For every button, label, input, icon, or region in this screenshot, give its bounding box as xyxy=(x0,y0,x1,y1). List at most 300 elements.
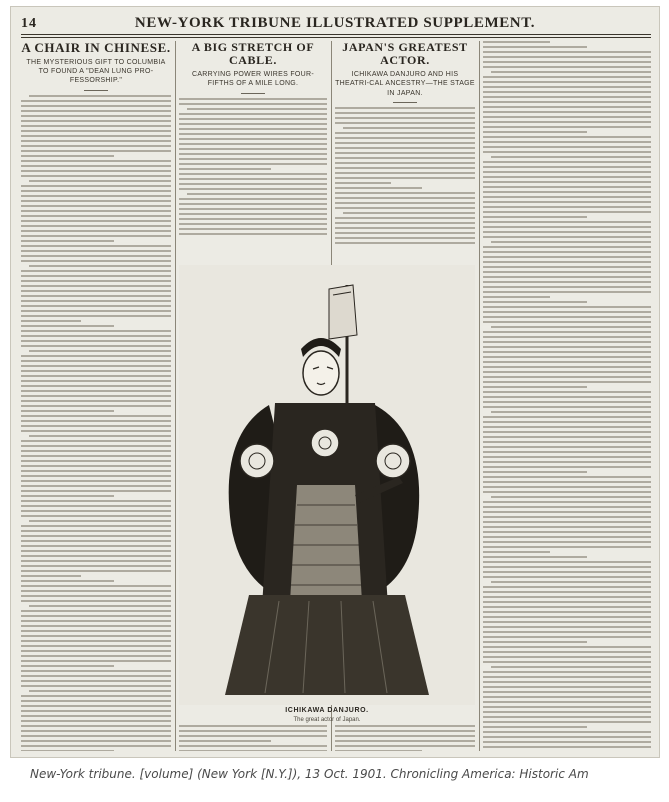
text-line xyxy=(179,113,327,115)
text-line xyxy=(483,196,651,198)
text-line xyxy=(21,645,171,647)
text-line xyxy=(483,56,651,58)
text-line xyxy=(483,721,651,723)
text-line xyxy=(335,735,475,737)
text-line xyxy=(21,720,171,722)
text-line xyxy=(483,596,651,598)
text-line xyxy=(335,745,475,747)
text-line xyxy=(483,621,651,623)
middle-left-bottom-text xyxy=(179,725,327,751)
text-line xyxy=(179,213,327,215)
text-line xyxy=(483,66,651,68)
text-line xyxy=(179,98,327,100)
text-line xyxy=(483,566,651,568)
text-line xyxy=(179,163,327,165)
text-line xyxy=(21,695,171,697)
text-line xyxy=(21,410,114,412)
text-line xyxy=(21,585,171,587)
text-line xyxy=(483,236,651,238)
text-line xyxy=(179,158,327,160)
text-line xyxy=(483,521,651,523)
text-line xyxy=(21,375,171,377)
middle-right-bottom-text xyxy=(335,725,475,751)
text-line xyxy=(21,665,114,667)
text-line xyxy=(483,446,651,448)
text-line xyxy=(483,146,651,148)
left-headline: A CHAIR IN CHINESE. xyxy=(21,41,171,55)
text-line xyxy=(21,730,171,732)
text-line xyxy=(21,215,171,217)
text-line xyxy=(21,615,171,617)
text-line xyxy=(179,188,327,190)
text-line xyxy=(21,515,171,517)
text-line xyxy=(21,640,171,642)
text-line xyxy=(21,580,114,582)
right-column xyxy=(483,41,651,751)
text-line xyxy=(179,143,327,145)
text-line xyxy=(483,221,651,223)
text-line xyxy=(179,128,327,130)
text-line xyxy=(21,715,171,717)
text-line xyxy=(179,750,327,751)
right-headline: JAPAN'S GREATEST ACTOR. xyxy=(342,41,468,68)
text-line xyxy=(483,631,651,633)
text-line xyxy=(179,133,327,135)
text-line xyxy=(483,41,550,43)
text-line xyxy=(21,490,171,492)
text-line xyxy=(335,242,475,244)
text-line xyxy=(21,655,171,657)
text-line xyxy=(21,575,81,577)
text-line xyxy=(21,230,171,232)
text-line xyxy=(21,370,171,372)
text-line xyxy=(483,536,651,538)
text-line xyxy=(483,601,651,603)
text-line xyxy=(21,475,171,477)
left-body-text xyxy=(21,95,171,751)
text-line xyxy=(21,455,171,457)
text-line xyxy=(21,460,171,462)
text-line xyxy=(483,261,651,263)
text-line xyxy=(179,138,327,140)
text-line xyxy=(179,123,327,125)
text-line xyxy=(335,187,422,189)
text-line xyxy=(21,220,171,222)
text-line xyxy=(483,211,651,213)
text-line xyxy=(21,160,171,162)
text-line xyxy=(21,280,171,282)
text-line xyxy=(179,725,327,727)
text-line xyxy=(21,135,171,137)
text-line xyxy=(21,470,171,472)
text-line xyxy=(483,291,651,293)
text-line xyxy=(483,256,651,258)
text-line xyxy=(483,716,651,718)
text-line xyxy=(179,183,327,185)
text-line xyxy=(483,136,651,138)
text-line xyxy=(179,173,327,175)
text-line xyxy=(483,106,651,108)
text-line xyxy=(29,435,171,437)
text-line xyxy=(483,606,651,608)
text-line xyxy=(21,295,171,297)
text-line xyxy=(483,116,651,118)
text-line xyxy=(483,206,651,208)
text-line xyxy=(21,445,171,447)
left-deck-rule xyxy=(84,90,108,91)
text-line xyxy=(21,500,171,502)
text-line xyxy=(21,630,171,632)
text-line xyxy=(21,385,171,387)
text-line xyxy=(21,545,171,547)
text-line xyxy=(21,185,171,187)
text-line xyxy=(483,321,651,323)
text-line xyxy=(179,178,327,180)
text-line xyxy=(179,730,327,732)
text-line xyxy=(483,161,651,163)
text-line xyxy=(483,686,651,688)
text-line xyxy=(335,152,475,154)
text-line xyxy=(491,411,651,413)
text-line xyxy=(335,162,475,164)
text-line xyxy=(483,311,651,313)
text-line xyxy=(335,172,475,174)
text-line xyxy=(21,670,171,672)
text-line xyxy=(335,202,475,204)
text-line xyxy=(335,112,475,114)
text-line xyxy=(335,167,475,169)
middle-headline: A BIG STRETCH OF CABLE. xyxy=(191,41,315,68)
text-line xyxy=(21,725,171,727)
text-line xyxy=(335,147,475,149)
text-line xyxy=(335,232,475,234)
text-line xyxy=(179,118,327,120)
text-line xyxy=(335,107,475,109)
text-line xyxy=(21,130,171,132)
text-line xyxy=(21,610,171,612)
text-line xyxy=(21,255,171,257)
illustration-subcaption: The great actor of Japan. xyxy=(293,717,361,723)
text-line xyxy=(483,126,651,128)
text-line xyxy=(483,131,587,133)
text-line xyxy=(483,576,651,578)
text-line xyxy=(483,61,651,63)
text-line xyxy=(483,76,651,78)
text-line xyxy=(483,431,651,433)
text-line xyxy=(483,376,651,378)
text-line xyxy=(483,51,651,53)
text-line xyxy=(187,108,327,110)
text-line xyxy=(483,471,587,473)
text-line xyxy=(491,666,651,668)
text-line xyxy=(483,466,651,468)
text-line xyxy=(483,176,651,178)
text-line xyxy=(21,750,114,751)
text-line xyxy=(21,100,171,102)
text-line xyxy=(21,205,171,207)
text-line xyxy=(335,222,475,224)
text-line xyxy=(21,340,171,342)
text-line xyxy=(29,350,171,352)
text-line xyxy=(483,101,651,103)
text-line xyxy=(179,168,271,170)
page-number: 14 xyxy=(21,15,37,31)
masthead xyxy=(21,13,651,35)
text-line xyxy=(179,228,327,230)
text-line xyxy=(483,456,651,458)
text-line xyxy=(21,140,171,142)
text-line xyxy=(483,636,651,638)
text-line xyxy=(483,486,651,488)
text-line xyxy=(21,675,171,677)
text-line xyxy=(483,691,651,693)
middle-deck-rule xyxy=(241,93,265,94)
text-line xyxy=(29,690,171,692)
text-line xyxy=(483,391,651,393)
text-line xyxy=(483,181,651,183)
text-line xyxy=(483,461,651,463)
text-line xyxy=(483,336,651,338)
text-line xyxy=(483,86,651,88)
text-line xyxy=(179,218,327,220)
text-line xyxy=(21,400,171,402)
text-line xyxy=(21,430,171,432)
text-line xyxy=(483,351,651,353)
text-line xyxy=(483,171,651,173)
text-line xyxy=(21,570,171,572)
text-line xyxy=(21,600,171,602)
text-line xyxy=(483,316,651,318)
text-line xyxy=(483,111,651,113)
text-line xyxy=(483,481,651,483)
text-line xyxy=(483,286,651,288)
text-line xyxy=(483,476,651,478)
text-line xyxy=(335,740,475,742)
text-line xyxy=(483,371,651,373)
middle-deck: CARRYING POWER WIRES FOUR-FIFTHS OF A MILE LONG. xyxy=(191,71,314,88)
text-line xyxy=(483,551,550,553)
text-line xyxy=(483,361,651,363)
text-line xyxy=(483,706,651,708)
text-line xyxy=(21,530,171,532)
text-line xyxy=(179,198,327,200)
text-line xyxy=(483,81,651,83)
text-line xyxy=(483,696,651,698)
text-line xyxy=(483,386,587,388)
text-line xyxy=(21,245,171,247)
text-line xyxy=(21,440,171,442)
text-line xyxy=(483,616,651,618)
text-line xyxy=(483,531,651,533)
text-line xyxy=(491,581,651,583)
text-line xyxy=(335,750,422,751)
text-line xyxy=(21,710,171,712)
text-line xyxy=(21,505,171,507)
text-line xyxy=(483,586,651,588)
text-line xyxy=(179,153,327,155)
text-line xyxy=(483,191,651,193)
text-line xyxy=(491,156,651,158)
text-line xyxy=(21,360,171,362)
text-line xyxy=(21,680,171,682)
text-line xyxy=(483,266,651,268)
text-line xyxy=(21,660,171,662)
text-line xyxy=(335,177,475,179)
text-line xyxy=(335,197,475,199)
text-line xyxy=(29,95,171,97)
text-line xyxy=(335,192,475,194)
text-line xyxy=(483,571,651,573)
text-line xyxy=(483,91,651,93)
text-line xyxy=(335,217,475,219)
text-line xyxy=(179,223,327,225)
text-line xyxy=(21,335,171,337)
text-line xyxy=(335,157,475,159)
text-line xyxy=(491,71,651,73)
text-line xyxy=(29,265,171,267)
text-line xyxy=(21,285,171,287)
text-line xyxy=(483,121,651,123)
newspaper-scan xyxy=(10,6,660,758)
text-line xyxy=(483,546,651,548)
text-line xyxy=(483,676,651,678)
text-line xyxy=(21,550,171,552)
text-line xyxy=(335,132,475,134)
text-line xyxy=(29,180,171,182)
text-line xyxy=(21,745,171,747)
text-line xyxy=(483,731,651,733)
text-line xyxy=(179,745,327,747)
text-line xyxy=(179,233,327,235)
text-line xyxy=(483,491,651,493)
text-line xyxy=(21,700,171,702)
text-line xyxy=(483,451,651,453)
text-line xyxy=(483,381,651,383)
text-line xyxy=(483,681,651,683)
text-line xyxy=(335,207,475,209)
text-line xyxy=(21,165,171,167)
text-line xyxy=(483,541,651,543)
text-line xyxy=(483,271,651,273)
text-line xyxy=(21,355,171,357)
text-line xyxy=(483,231,651,233)
text-line xyxy=(335,725,475,727)
text-line xyxy=(21,260,171,262)
text-line xyxy=(483,651,651,653)
text-line xyxy=(21,685,171,687)
text-line xyxy=(179,735,327,737)
text-line xyxy=(21,485,171,487)
text-line xyxy=(179,740,271,742)
text-line xyxy=(21,380,171,382)
text-line xyxy=(21,735,171,737)
text-line xyxy=(21,415,171,417)
text-line xyxy=(483,746,651,748)
text-line xyxy=(21,565,171,567)
text-line xyxy=(483,401,651,403)
text-line xyxy=(483,501,651,503)
text-line xyxy=(483,366,651,368)
text-line xyxy=(21,125,171,127)
column-rule xyxy=(479,41,480,751)
text-line xyxy=(483,591,651,593)
text-line xyxy=(21,310,171,312)
text-line xyxy=(335,117,475,119)
citation-text: New-York tribune. [volume] (New York [N.Y.]), 13 Oct. 1901. Chronicling America: Historic Am xyxy=(30,767,589,781)
text-line xyxy=(483,166,651,168)
body-text xyxy=(335,725,475,751)
text-line xyxy=(179,208,327,210)
text-line xyxy=(21,195,171,197)
text-line xyxy=(483,396,651,398)
text-line xyxy=(483,626,651,628)
text-line xyxy=(179,103,327,105)
text-line xyxy=(483,421,651,423)
text-line xyxy=(335,137,475,139)
far-right-body-text xyxy=(483,41,651,751)
text-line xyxy=(21,650,171,652)
text-line xyxy=(21,150,171,152)
text-line xyxy=(343,127,475,129)
actor-illustration xyxy=(179,265,475,705)
text-line xyxy=(21,495,114,497)
text-line xyxy=(491,326,651,328)
text-line xyxy=(483,726,587,728)
text-line xyxy=(483,561,651,563)
paper-title: NEW-YORK TRIBUNE ILLUSTRATED SUPPLEMENT. xyxy=(134,15,536,31)
text-line xyxy=(179,203,327,205)
column-rule xyxy=(175,41,176,751)
text-line xyxy=(21,555,171,557)
text-line xyxy=(21,345,171,347)
text-line xyxy=(21,155,114,157)
text-line xyxy=(21,425,171,427)
text-line xyxy=(483,661,651,663)
text-line xyxy=(483,356,651,358)
text-line xyxy=(21,525,171,527)
text-line xyxy=(343,212,475,214)
text-line xyxy=(21,275,171,277)
text-line xyxy=(21,465,171,467)
text-line xyxy=(21,405,171,407)
text-line xyxy=(21,740,171,742)
text-line xyxy=(483,346,651,348)
text-line xyxy=(21,635,171,637)
text-line xyxy=(21,225,171,227)
text-line xyxy=(21,560,171,562)
text-line xyxy=(21,705,171,707)
text-line xyxy=(483,671,651,673)
text-line xyxy=(483,641,587,643)
text-line xyxy=(21,250,171,252)
text-line xyxy=(483,141,651,143)
text-line xyxy=(21,115,171,117)
text-line xyxy=(21,315,171,317)
text-line xyxy=(483,516,651,518)
right-body-text xyxy=(335,107,475,244)
text-line xyxy=(483,296,550,298)
text-line xyxy=(483,331,651,333)
masthead-rule xyxy=(21,37,651,38)
text-line xyxy=(483,281,651,283)
text-line xyxy=(21,395,171,397)
text-line xyxy=(483,46,587,48)
text-line xyxy=(21,365,171,367)
text-line xyxy=(483,416,651,418)
text-line xyxy=(21,270,171,272)
text-line xyxy=(29,520,171,522)
right-deck-rule xyxy=(393,102,417,103)
